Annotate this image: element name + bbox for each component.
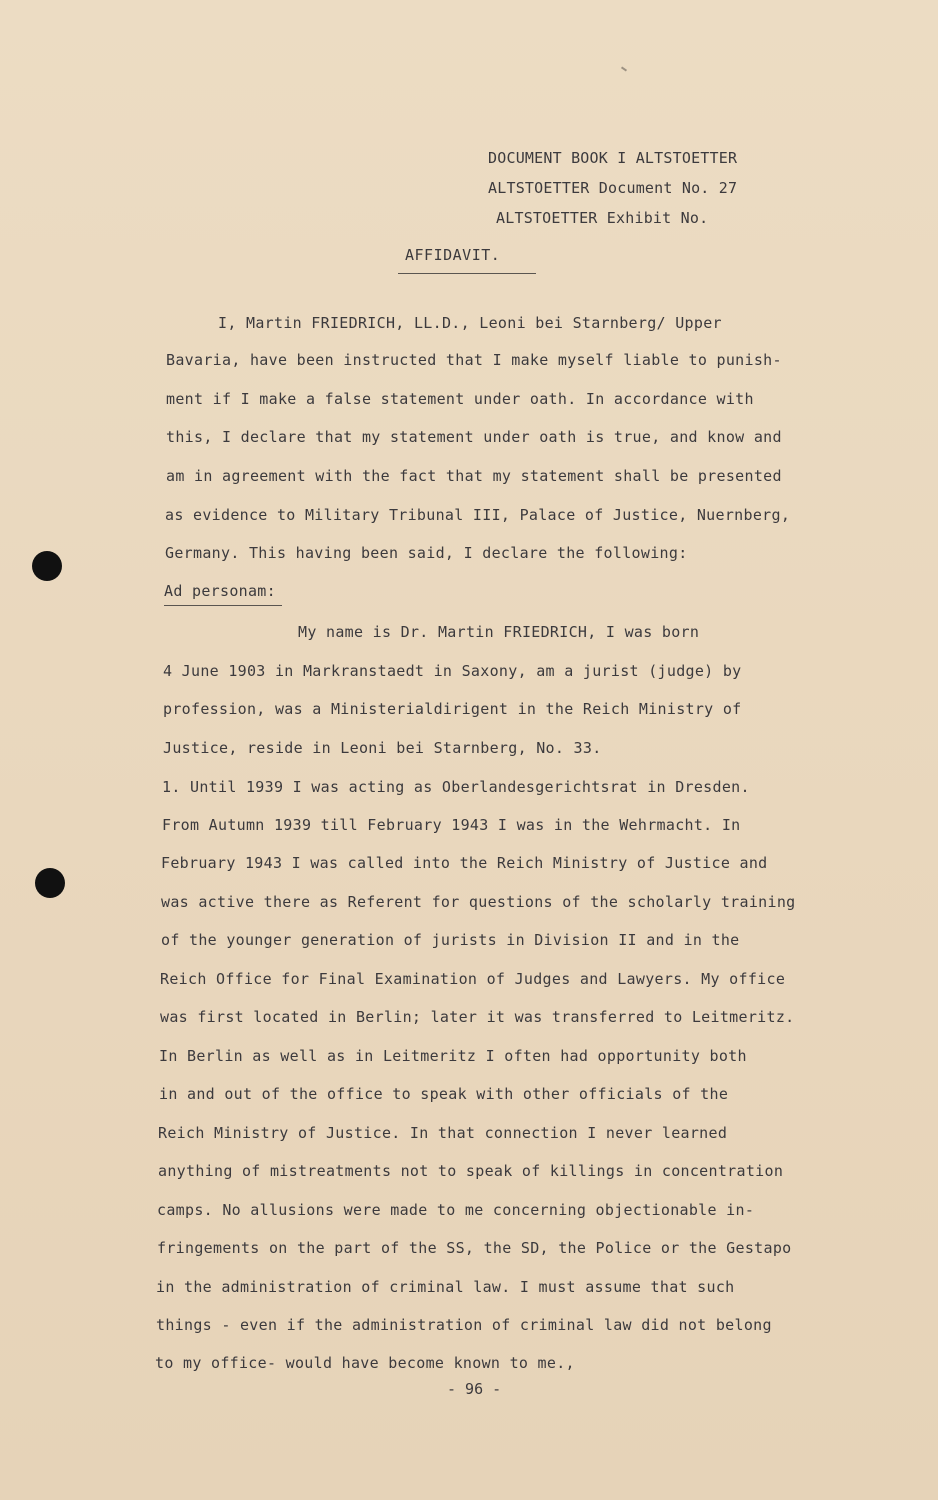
- body-line: ment if I make a false statement under oath. In accordance with: [166, 390, 754, 408]
- ad-personam-heading: Ad personam:: [164, 582, 276, 600]
- punch-hole-top: [32, 551, 62, 581]
- paper-speck: [621, 66, 627, 71]
- header-document-number: ALTSTOETTER Document No. 27: [488, 179, 738, 197]
- body-line: Germany. This having been said, I declare the following:: [165, 544, 688, 562]
- body-line: I, Martin FRIEDRICH, LL.D., Leoni bei Starnberg/ Upper: [218, 314, 722, 332]
- body-line: was active there as Referent for questions of the scholarly training: [161, 893, 796, 911]
- body-line: 4 June 1903 in Markranstaedt in Saxony, am a jurist (judge) by: [163, 662, 742, 680]
- punch-hole-bottom: [35, 868, 65, 898]
- body-line: camps. No allusions were made to me concerning objectionable in-: [157, 1201, 755, 1219]
- body-line: in and out of the office to speak with other officials of the: [159, 1085, 729, 1103]
- header-exhibit-number: ALTSTOETTER Exhibit No.: [496, 209, 709, 227]
- body-line: In Berlin as well as in Leitmeritz I often had opportunity both: [159, 1047, 747, 1065]
- body-line: to my office- would have become known to me.,: [155, 1354, 575, 1372]
- body-line: in the administration of criminal law. I must assume that such: [156, 1278, 735, 1296]
- body-line: things - even if the administration of criminal law did not belong: [156, 1316, 772, 1334]
- body-line: Justice, reside in Leoni bei Starnberg, No. 33.: [163, 739, 602, 757]
- body-line: was first located in Berlin; later it was transferred to Leitmeritz.: [160, 1008, 795, 1026]
- ad-personam-underline: [164, 605, 282, 606]
- title-underline: [398, 273, 536, 274]
- header-document-book: DOCUMENT BOOK I ALTSTOETTER: [488, 149, 738, 167]
- body-line: anything of mistreatments not to speak of killings in concentration: [158, 1162, 784, 1180]
- body-line: this, I declare that my statement under oath is true, and know and: [166, 428, 782, 446]
- document-header: [488, 143, 737, 233]
- body-line: as evidence to Military Tribunal III, Palace of Justice, Nuernberg,: [165, 506, 791, 524]
- body-line: Bavaria, have been instructed that I make myself liable to punish-: [166, 351, 782, 369]
- body-line: From Autumn 1939 till February 1943 I was in the Wehrmacht. In: [162, 816, 741, 834]
- body-line: February 1943 I was called into the Reich Ministry of Justice and: [161, 854, 768, 872]
- page-number: - 96 -: [447, 1380, 502, 1398]
- body-line: My name is Dr. Martin FRIEDRICH, I was born: [298, 623, 700, 641]
- body-line: Reich Office for Final Examination of Judges and Lawyers. My office: [160, 970, 786, 988]
- body-line: Reich Ministry of Justice. In that connection I never learned: [158, 1124, 728, 1142]
- body-line: fringements on the part of the SS, the SD, the Police or the Gestapo: [157, 1239, 792, 1257]
- body-line: of the younger generation of jurists in Division II and in the: [161, 931, 740, 949]
- body-line: profession, was a Ministerialdirigent in the Reich Ministry of: [163, 700, 742, 718]
- body-line: 1. Until 1939 I was acting as Oberlandesgerichtsrat in Dresden.: [162, 778, 750, 796]
- affidavit-title: AFFIDAVIT.: [405, 246, 501, 264]
- body-line: am in agreement with the fact that my statement shall be presented: [166, 467, 782, 485]
